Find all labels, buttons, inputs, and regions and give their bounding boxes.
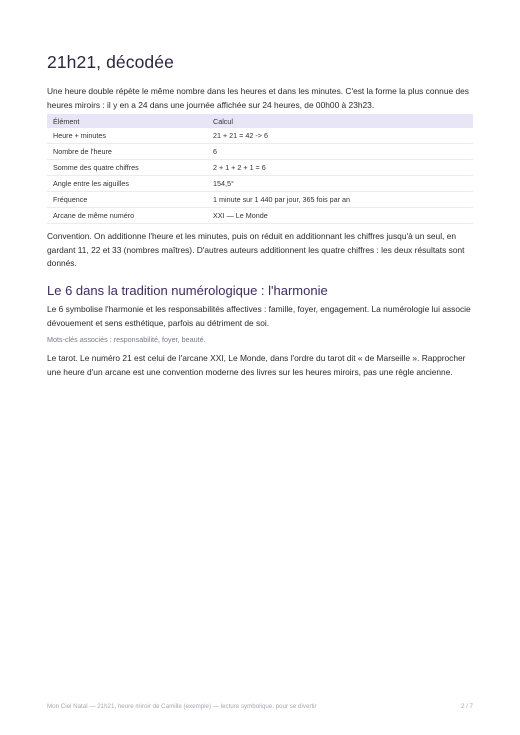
row-label: Heure + minutes xyxy=(53,131,106,140)
page-title: 21h21, décodée xyxy=(47,52,174,72)
table-row xyxy=(47,176,473,192)
row-value: 6 xyxy=(213,147,217,156)
section-paragraph: Le 6 symbolise l'harmonie et les responsabilités affectives : famille, foyer, engagement. La numérologie lui associe dévouement et sens esthétique, parfois au détriment de soi. xyxy=(47,304,471,328)
table-row xyxy=(47,192,473,208)
row-value: 21 + 21 = 42 -> 6 xyxy=(213,131,268,140)
row-value: 154,5° xyxy=(213,179,234,188)
footer-text: Mon Ciel Natal — 21h21, heure miroir de Camille (exemple) — lecture symbolique, pour se divertir xyxy=(47,703,317,710)
row-label: Nombre de l'heure xyxy=(53,147,112,156)
page-number: 2 / 7 xyxy=(460,703,473,710)
table-header-row xyxy=(47,114,473,128)
table-row xyxy=(47,128,473,144)
calculation-table xyxy=(47,114,473,224)
row-label: Somme des quatre chiffres xyxy=(53,163,139,172)
section-heading: Le 6 dans la tradition numérologique : l'harmonie xyxy=(47,283,328,298)
row-value: 2 + 1 + 2 + 1 = 6 xyxy=(213,163,266,172)
table-row xyxy=(47,208,473,224)
row-label: Arcane de même numéro xyxy=(53,211,135,220)
row-value: XXI — Le Monde xyxy=(213,211,268,220)
row-label: Angle entre les aiguilles xyxy=(53,179,129,188)
column-header-calcul: Calcul xyxy=(213,116,233,126)
intro-paragraph: Une heure double répète le même nombre dans les heures et dans les minutes. C'est la forme la plus connue des heures miroirs : il y en a 24 dans une journée affichée sur 24 heures, de 00h00 à 23h23. xyxy=(47,86,469,110)
table-row xyxy=(47,144,473,160)
row-label: Fréquence xyxy=(53,195,88,204)
keywords-line: Mots-clés associés : responsabilité, foyer, beauté. xyxy=(47,335,206,344)
row-value: 1 minute sur 1 440 par jour, 365 fois par an xyxy=(213,195,351,204)
table-row xyxy=(47,160,473,176)
column-header-element: Élément xyxy=(53,116,80,126)
tarot-paragraph: Le tarot. Le numéro 21 est celui de l'arcane XXI, Le Monde, dans l'ordre du tarot dit « de Marseille ». Rapprocher une heure d'un arcane est une convention moderne des livres sur les heures miroirs, pas une règle ancienne. xyxy=(47,353,466,377)
convention-note: Convention. On additionne l'heure et les minutes, puis on réduit en additionnant les chiffres jusqu'à un seul, en gardant 11, 22 et 33 (nombres maîtres). D'autres auteurs additionnent les quatre chiffres : les deux résultats sont donnés. xyxy=(47,231,465,268)
